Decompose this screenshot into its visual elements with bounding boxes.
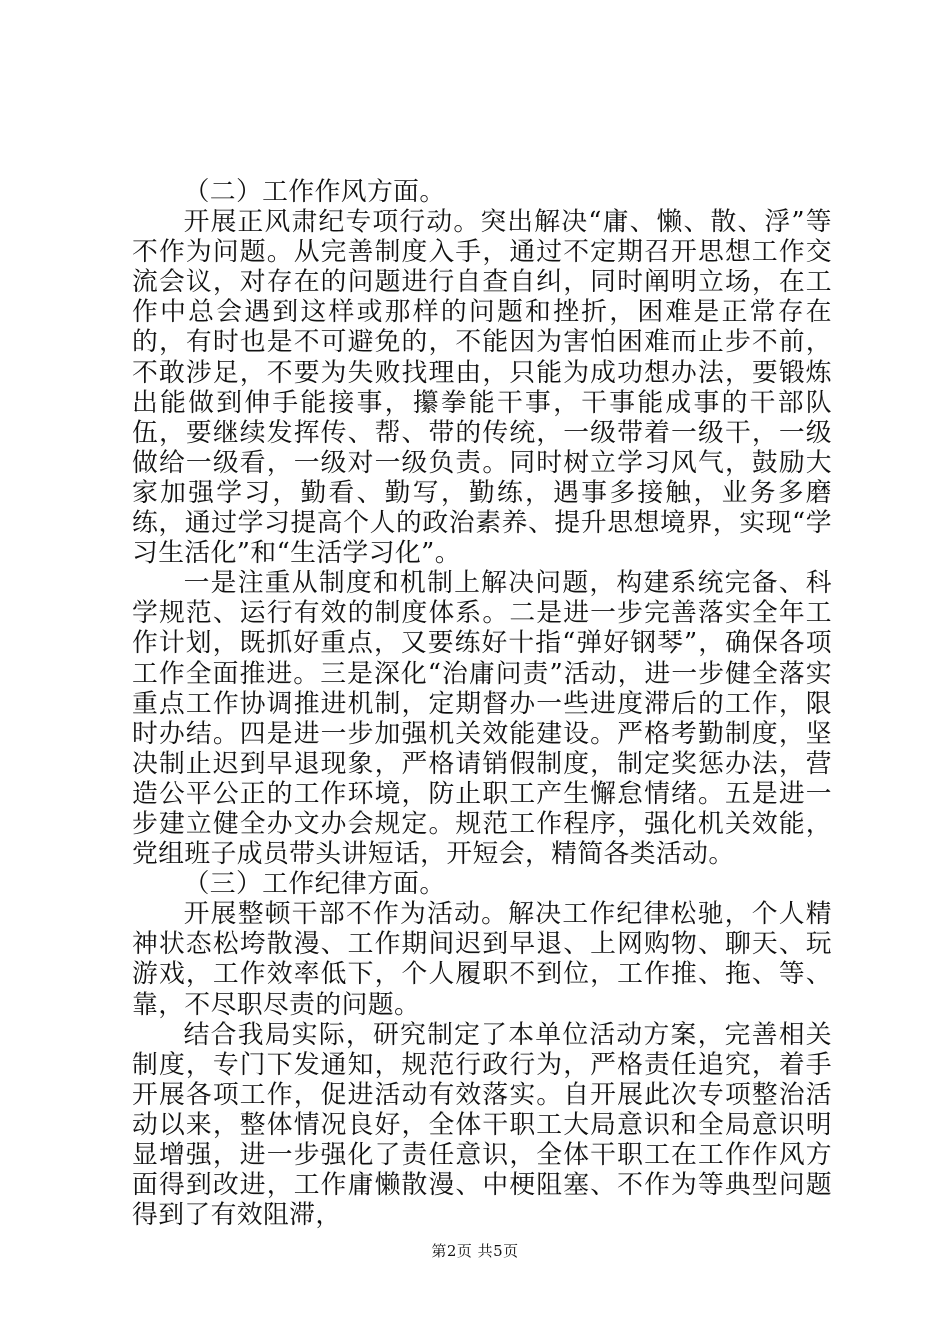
section-heading-work-discipline: （三）工作纪律方面。 — [183, 869, 446, 900]
paragraph-measures-list: 一是注重从制度和机制上解决问题，构建系统完备、科学规范、运行有效的制度体系。二是进一步完善落实全年工作计划，既抓好重点，又要练好十指“弹好钢琴”，确保各项工作全面推进。三是深化“治庸问责”活动，进一步健全落实重点工作协调推进机制，定期督办一些进度滞后的工作，限时办结。四是进一步加强机关效能建设。严格考勤制度，坚决制止迟到早退现象，严格请销假制度，制定奖惩办法，营造公平公正的工作环境，防止职工产生懈怠情绪。五是进一步建立健全办文办会规定。规范工作程序，强化机关效能，党组班子成员带头讲短话，开短会，精简各类活动。 — [132, 568, 832, 870]
paragraph-rectification-activity: 开展整顿干部不作为活动。解决工作纪律松驰，个人精神状态松垮散漫、工作期间迟到早退、上网购物、聊天、玩游戏，工作效率低下，个人履职不到位，工作推、拖、等、靠，不尽职尽责的问题。 — [132, 899, 832, 1020]
paragraph-implementation-results: 结合我局实际，研究制定了本单位活动方案，完善相关制度，专门下发通知，规范行政行为，严格责任追究，着手开展各项工作，促进活动有效落实。自开展此次专项整治活动以来，整体情况良好，全体干职工大局意识和全局意识明显增强，进一步强化了责任意识，全体干职工在工作作风方面得到改进，工作庸懒散漫、中梗阻塞、不作为等典型问题得到了有效阻滞， — [132, 1019, 832, 1231]
page-footer: 第2页 共5页 — [431, 1242, 519, 1260]
paragraph-discipline-campaign: 开展正风肃纪专项行动。突出解决“庸、懒、散、浮”等不作为问题。从完善制度入手，通过不定期召开思想工作交流会议，对存在的问题进行自查自纠，同时阐明立场，在工作中总会遇到这样或那样的问题和挫折，困难是正常存在的，有时也是不可避免的，不能因为害怕困难而止步不前，不敢涉足，不要为失败找理由，只能为成功想办法，要锻炼出能做到伸手能接事，攥拳能干事，干事能成事的干部队伍，要继续发挥传、帮、带的传统，一级带着一级干，一级做给一级看，一级对一级负责。同时树立学习风气，鼓励大家加强学习，勤看、勤写，勤练，遇事多接触，业务多磨练，通过学习提高个人的政治素养、提升思想境界，实现“学习生活化”和“生活学习化”。 — [132, 207, 832, 569]
section-heading-work-style: （二）工作作风方面。 — [183, 177, 446, 207]
document-body — [132, 177, 832, 1230]
